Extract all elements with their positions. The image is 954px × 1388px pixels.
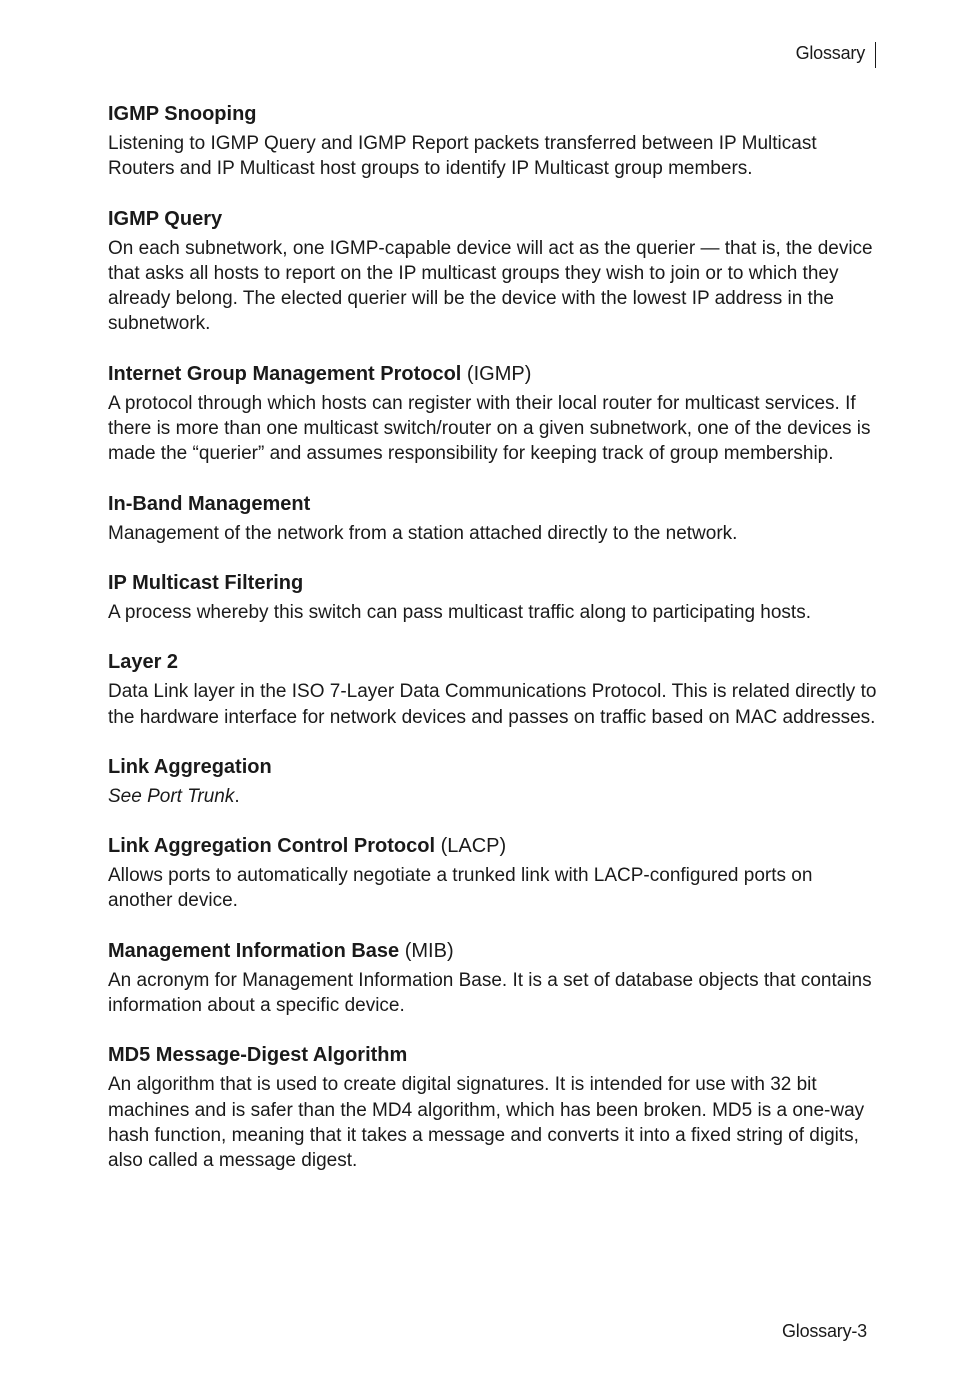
glossary-term — [108, 101, 878, 128]
page-number: Glossary-3 — [781, 1321, 867, 1341]
glossary-term — [108, 938, 878, 965]
glossary-entry-link-aggregation — [108, 754, 878, 809]
glossary-term — [108, 833, 878, 860]
term-name: Link Aggregation Control Protocol — [108, 835, 436, 858]
term-name: Layer 2 — [108, 651, 179, 674]
glossary-entry-igmp-query — [108, 206, 878, 337]
term-name: Management Information Base — [108, 939, 400, 962]
glossary-definition: Management of the network from a station attached directly to the network. — [108, 522, 738, 544]
term-abbreviation: (IGMP) — [466, 362, 532, 385]
glossary-definition — [108, 784, 878, 809]
term-name: IGMP Query — [108, 207, 223, 230]
glossary-content — [108, 101, 878, 1198]
term-name: IP Multicast Filtering — [108, 571, 304, 594]
term-abbreviation: (LACP) — [440, 835, 507, 858]
glossary-term — [108, 1042, 878, 1069]
see-also-punctuation: . — [234, 785, 240, 807]
glossary-definition: Listening to IGMP Query and IGMP Report packets transferred between IP Multicast Routers and IP Multicast host groups to identify IP Multicast group members. — [108, 133, 817, 180]
glossary-entry-igmp-snooping — [108, 101, 878, 182]
see-also-reference: See Port Trunk — [108, 785, 235, 807]
glossary-term — [108, 570, 878, 597]
glossary-entry-lacp — [108, 833, 878, 914]
glossary-definition: Data Link layer in the ISO 7-Layer Data Communications Protocol. This is related directly to the hardware interface for network devices and passes on traffic based on MAC addresses. — [108, 681, 877, 728]
glossary-term — [108, 206, 878, 233]
term-abbreviation: (MIB) — [404, 939, 454, 962]
glossary-term — [108, 649, 878, 676]
glossary-definition: An acronym for Management Information Base. It is a set of database objects that contains information about a specific device. — [108, 969, 872, 1017]
glossary-definition: A protocol through which hosts can register with their local router for multicast services. If there is more than one multicast switch/router on a given subnetwork, one of the devices is made the “querier” and assumes responsibility for keeping track of group membership. — [108, 392, 871, 465]
glossary-definition: Allows ports to automatically negotiate a trunked link with LACP-configured ports on another device. — [108, 865, 813, 912]
glossary-entry-layer-2 — [108, 649, 878, 730]
glossary-entry-ip-multicast-filtering — [108, 570, 878, 625]
glossary-entry-md5 — [108, 1042, 878, 1173]
term-name: Link Aggregation — [108, 755, 272, 778]
glossary-term — [108, 491, 878, 518]
term-name: In-Band Management — [108, 492, 311, 515]
glossary-term — [108, 361, 878, 388]
term-name: IGMP Snooping — [108, 103, 257, 125]
glossary-entry-igmp — [108, 361, 878, 467]
glossary-term — [108, 754, 878, 781]
glossary-definition: On each subnetwork, one IGMP-capable device will act as the querier — that is, the device that asks all hosts to report on the IP multicast groups they wish to join or to which they already belong. The elected querier will be the device with the lowest IP address in the subnetwork. — [108, 237, 873, 335]
term-name: MD5 Message-Digest Algorithm — [108, 1044, 408, 1067]
glossary-definition: An algorithm that is used to create digital signatures. It is intended for use with 32 bit machines and is safer than the MD4 algorithm, which has been broken. MD5 is a one-way hash function, meaning that it takes a message and converts it into a fixed string of digits, also called a message digest. — [108, 1074, 865, 1172]
glossary-entry-in-band-management — [108, 491, 878, 546]
running-header: Glossary — [796, 42, 876, 68]
glossary-entry-mib — [108, 938, 878, 1019]
glossary-definition: A process whereby this switch can pass multicast traffic along to participating hosts. — [108, 601, 811, 623]
term-name: Internet Group Management Protocol — [108, 362, 462, 385]
